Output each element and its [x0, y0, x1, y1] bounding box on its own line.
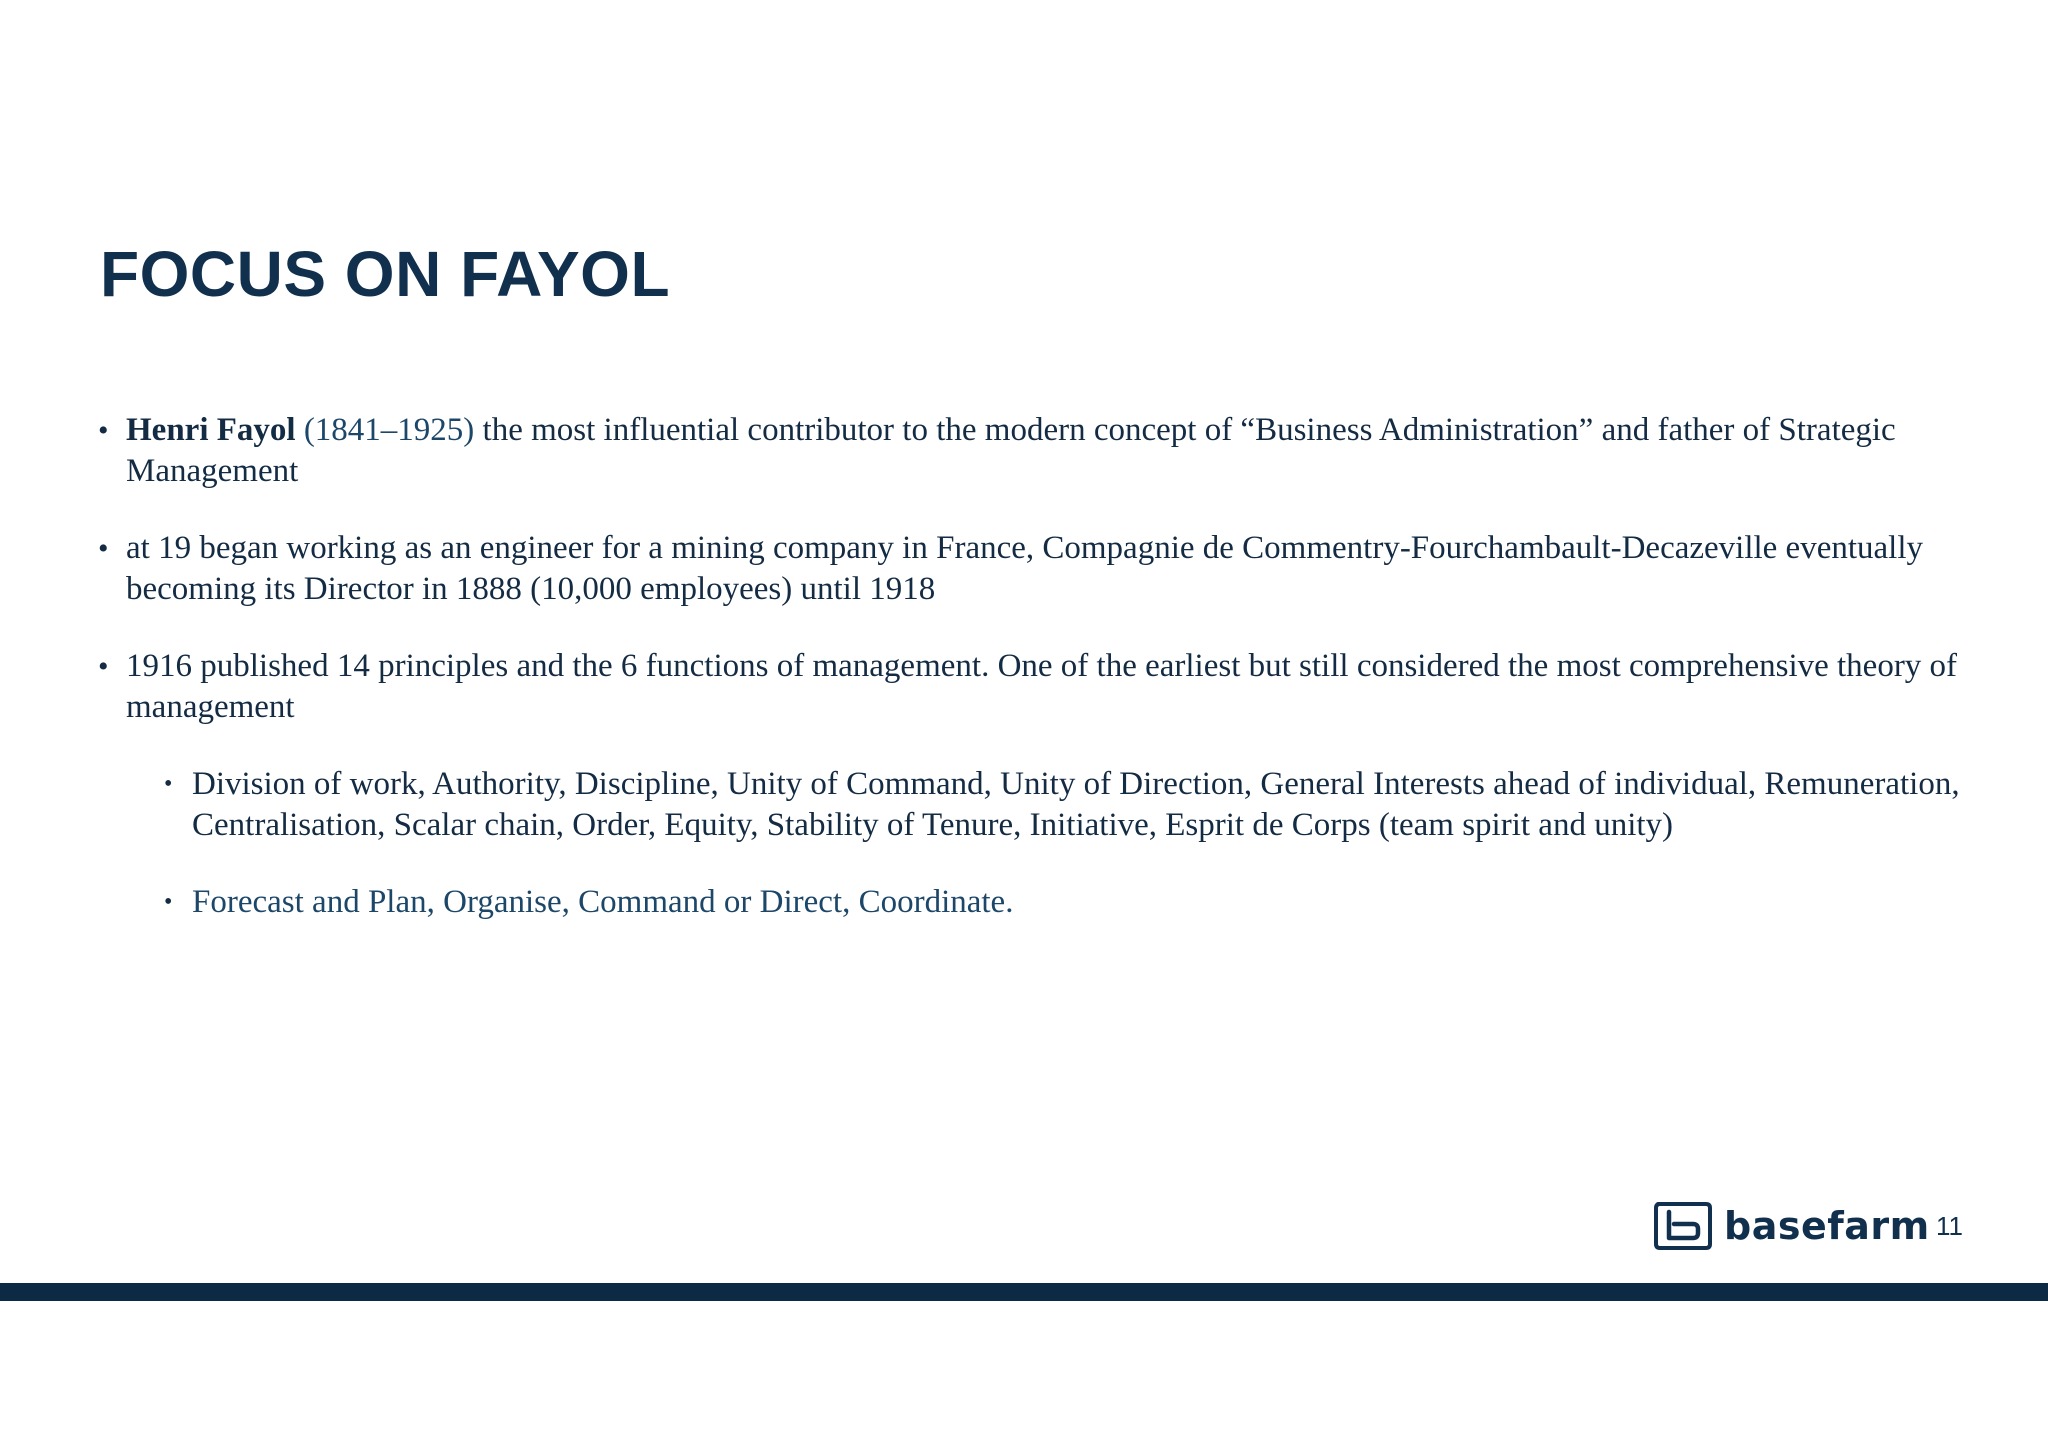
bullet-text: the most influential contributor to the modern concept of “Business Administration” and father of Strategic Management	[126, 412, 1896, 489]
bullet-list	[96, 410, 1976, 959]
sub-bullet-text: Forecast and Plan, Organise, Command or Direct, Coordinate.	[192, 884, 1014, 920]
basefarm-logo	[1652, 1200, 1930, 1252]
logo-wordmark: basefarm	[1724, 1204, 1930, 1248]
bullet-text: 1916 published 14 principles and the 6 functions of management. One of the earliest but still considered the most comprehensive theory of management	[126, 648, 1958, 725]
bullet-name: Henri Fayol	[126, 412, 296, 448]
bullet-years: (1841–1925)	[303, 412, 475, 448]
sub-bullet-functions-list	[162, 882, 1976, 923]
basefarm-b-logo-icon	[1652, 1200, 1714, 1252]
footer-bar	[0, 1283, 2048, 1301]
page-number: 11	[1936, 1211, 1963, 1241]
sub-bullet-principles-list	[162, 764, 1976, 846]
bullet-career	[96, 528, 1976, 610]
slide-title: FOCUS ON FAYOL	[100, 238, 671, 310]
bullet-text: at 19 began working as an engineer for a mining company in France, Compagnie de Commentry-Fourchambault-Decazeville eventually becoming its Director in 1888 (10,000 employees) until 1918	[126, 530, 1924, 607]
sub-bullet-text: Division of work, Authority, Discipline, Unity of Command, Unity of Direction, General Interests ahead of individual, Remuneration, Centralisation, Scalar chain, Order, Equity, Stability of Tenure, Initiative, Esprit de Corps (team spirit and unity)	[192, 766, 1960, 843]
bullet-principles	[96, 646, 1976, 728]
bullet-henri-fayol	[96, 410, 1976, 492]
